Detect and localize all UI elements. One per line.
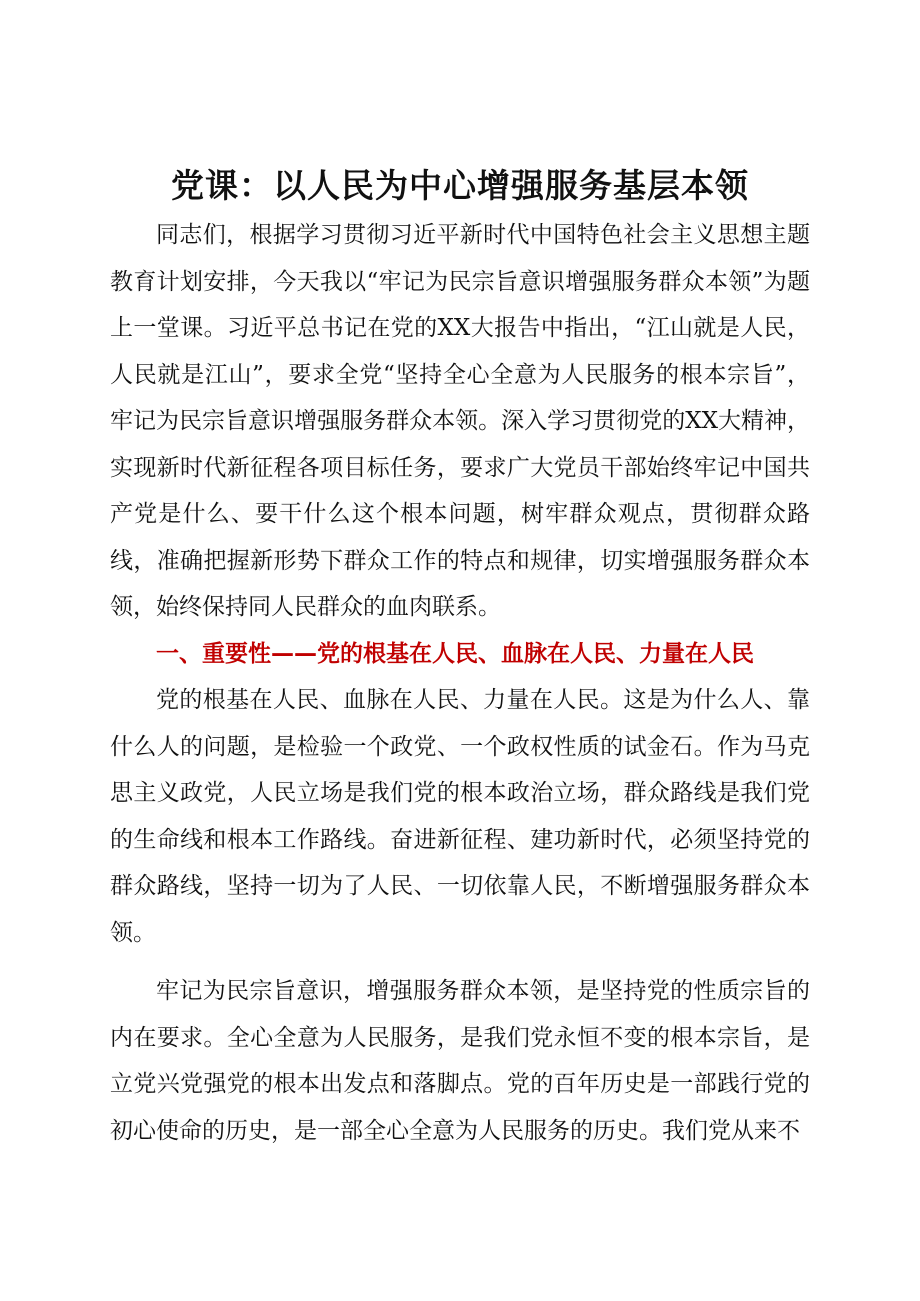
document-title: 党课：以人民为中心增强服务基层本领	[171, 166, 749, 205]
section-paragraph-roots: 党的根基在人民、血脉在人民、力量在人民。这是为什么人、靠什么人的问题，是检验一个政党、一个政权性质的试金石。作为马克思主义政党，人民立场是我们党的根本政治立场，群众路线是我们党的生命线和根本工作路线。奋进新征程、建功新时代，必须坚持党的群众路线，坚持一切为了人民、一切依靠人民，不断增强服务群众本领。	[110, 687, 810, 946]
section-paragraph-purpose: 牢记为民宗旨意识，增强服务群众本领，是坚持党的性质宗旨的内在要求。全心全意为人民服务，是我们党永恒不变的根本宗旨，是立党兴党强党的根本出发点和落脚点。党的百年历史是一部践行党的初心使命的历史，是一部全心全意为人民服务的历史。我们党从来不	[110, 978, 810, 1144]
intro-paragraph: 同志们，根据学习贯彻习近平新时代中国特色社会主义思想主题教育计划安排，今天我以“牢记为民宗旨意识增强服务群众本领”为题上一堂课。习近平总书记在党的XX大报告中指出，“江山就是人民，人民就是江山”，要求全党“坚持全心全意为人民服务的根本宗旨”，牢记为民宗旨意识增强服务群众本领。深入学习贯彻党的XX大精神，实现新时代新征程各项目标任务，要求广大党员干部始终牢记中国共产党是什么、要干什么这个根本问题，树牢群众观点，贯彻群众路线，准确把握新形势下群众工作的特点和规律，切实增强服务群众本领，始终保持同人民群众的血肉联系。	[110, 222, 810, 620]
paragraph-spacer	[110, 956, 810, 968]
document-body	[110, 212, 810, 1154]
section-heading-importance: 一、重要性——党的根基在人民、血脉在人民、力量在人民	[156, 640, 754, 667]
